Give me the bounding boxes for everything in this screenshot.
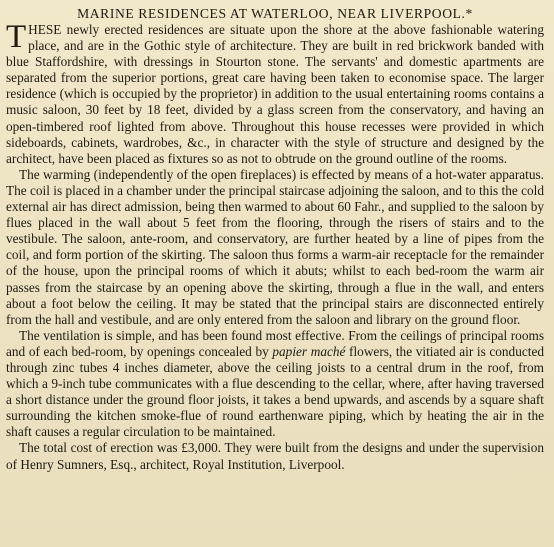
paragraph-1 — [6, 19, 544, 167]
article-title: MARINE RESIDENCES AT WATERLOO, NEAR LIVERPOOL.* — [77, 6, 473, 21]
paragraph-4: The total cost of erection was £3,000. They were built from the designs and under the supervision of Henry Sumners, Esq., architect, Royal Institution, Liverpool. — [6, 440, 544, 472]
paragraph-3-text-b: flowers, the vitiated air is conducted through zinc tubes 4 inches diameter, above the ceiling joists to a central drum in the roof, from which a 9-inch tube communicates with a flue descending to the cellar, where, after having traversed a short distance under the ground floor joists, it takes a bend upwards, and ascends by a square shaft surrounding the kitchen smoke-flue of round earthenware piping, which by heating the air in the shaft causes a regular circulation to be maintained. — [6, 343, 545, 440]
article-body — [6, 19, 545, 473]
paragraph-3-text-a: The ventilation is simple, and has been found most effective. From the ceilings of principal rooms and of each bed-room, by openings concealed by — [6, 327, 544, 359]
paragraph-3 — [6, 328, 544, 441]
paragraph-2: The warming (independently of the open fireplaces) is effected by means of a hot-water apparatus. The coil is placed in a chamber under the principal staircase adjoining the saloon, and to this the cold external air has direct admission, being then warmed to about 60 Fahr., and supplied to the saloon by flues placed in the wall about 5 feet from the flooring, through the risers of stairs and to the vestibule. The saloon, ante-room, and conservatory, are further heated by a line of pipes from the coil, and form portion of the skirting. The saloon thus forms a warm-air receptacle for the remainder of the house, upon the principal rooms of which it abuts; whilst to each bed-room the warm air passes from the staircase by an opening above the skirting, through a flue in the wall, and enters about a foot below the ceiling. It may be stated that the principal stairs are disconnected entirely from the hall and vestibule, and are only entered from the saloon and library on the ground floor. — [6, 166, 544, 327]
drop-cap: T — [6, 19, 27, 55]
paragraph-3-italic: papier maché — [272, 343, 346, 359]
paragraph-1-text: HESE newly erected residences are situate upon the shore at the above fashionable watering place, and are in the Gothic style of architecture. They are built in red brickwork banded with blue Staffordshire, with dressings in Stourton stone. The servants' and domestic apartments are separated from the superior portions, great care having been taken to economise space. The larger residence (which is occupied by the proprietor) in addition to the usual entertaining rooms contains a music saloon, 30 feet by 18 feet, divided by a glass screen from the conservatory, and having an open-timbered roof lighted from above. Throughout this house recesses were provided in which sideboards, cabinets, wardrobes, &c., in character with the style of structure and designed by the architect, have been placed as fixtures so as not to obtrude on the ground outline of the rooms. — [6, 22, 544, 166]
